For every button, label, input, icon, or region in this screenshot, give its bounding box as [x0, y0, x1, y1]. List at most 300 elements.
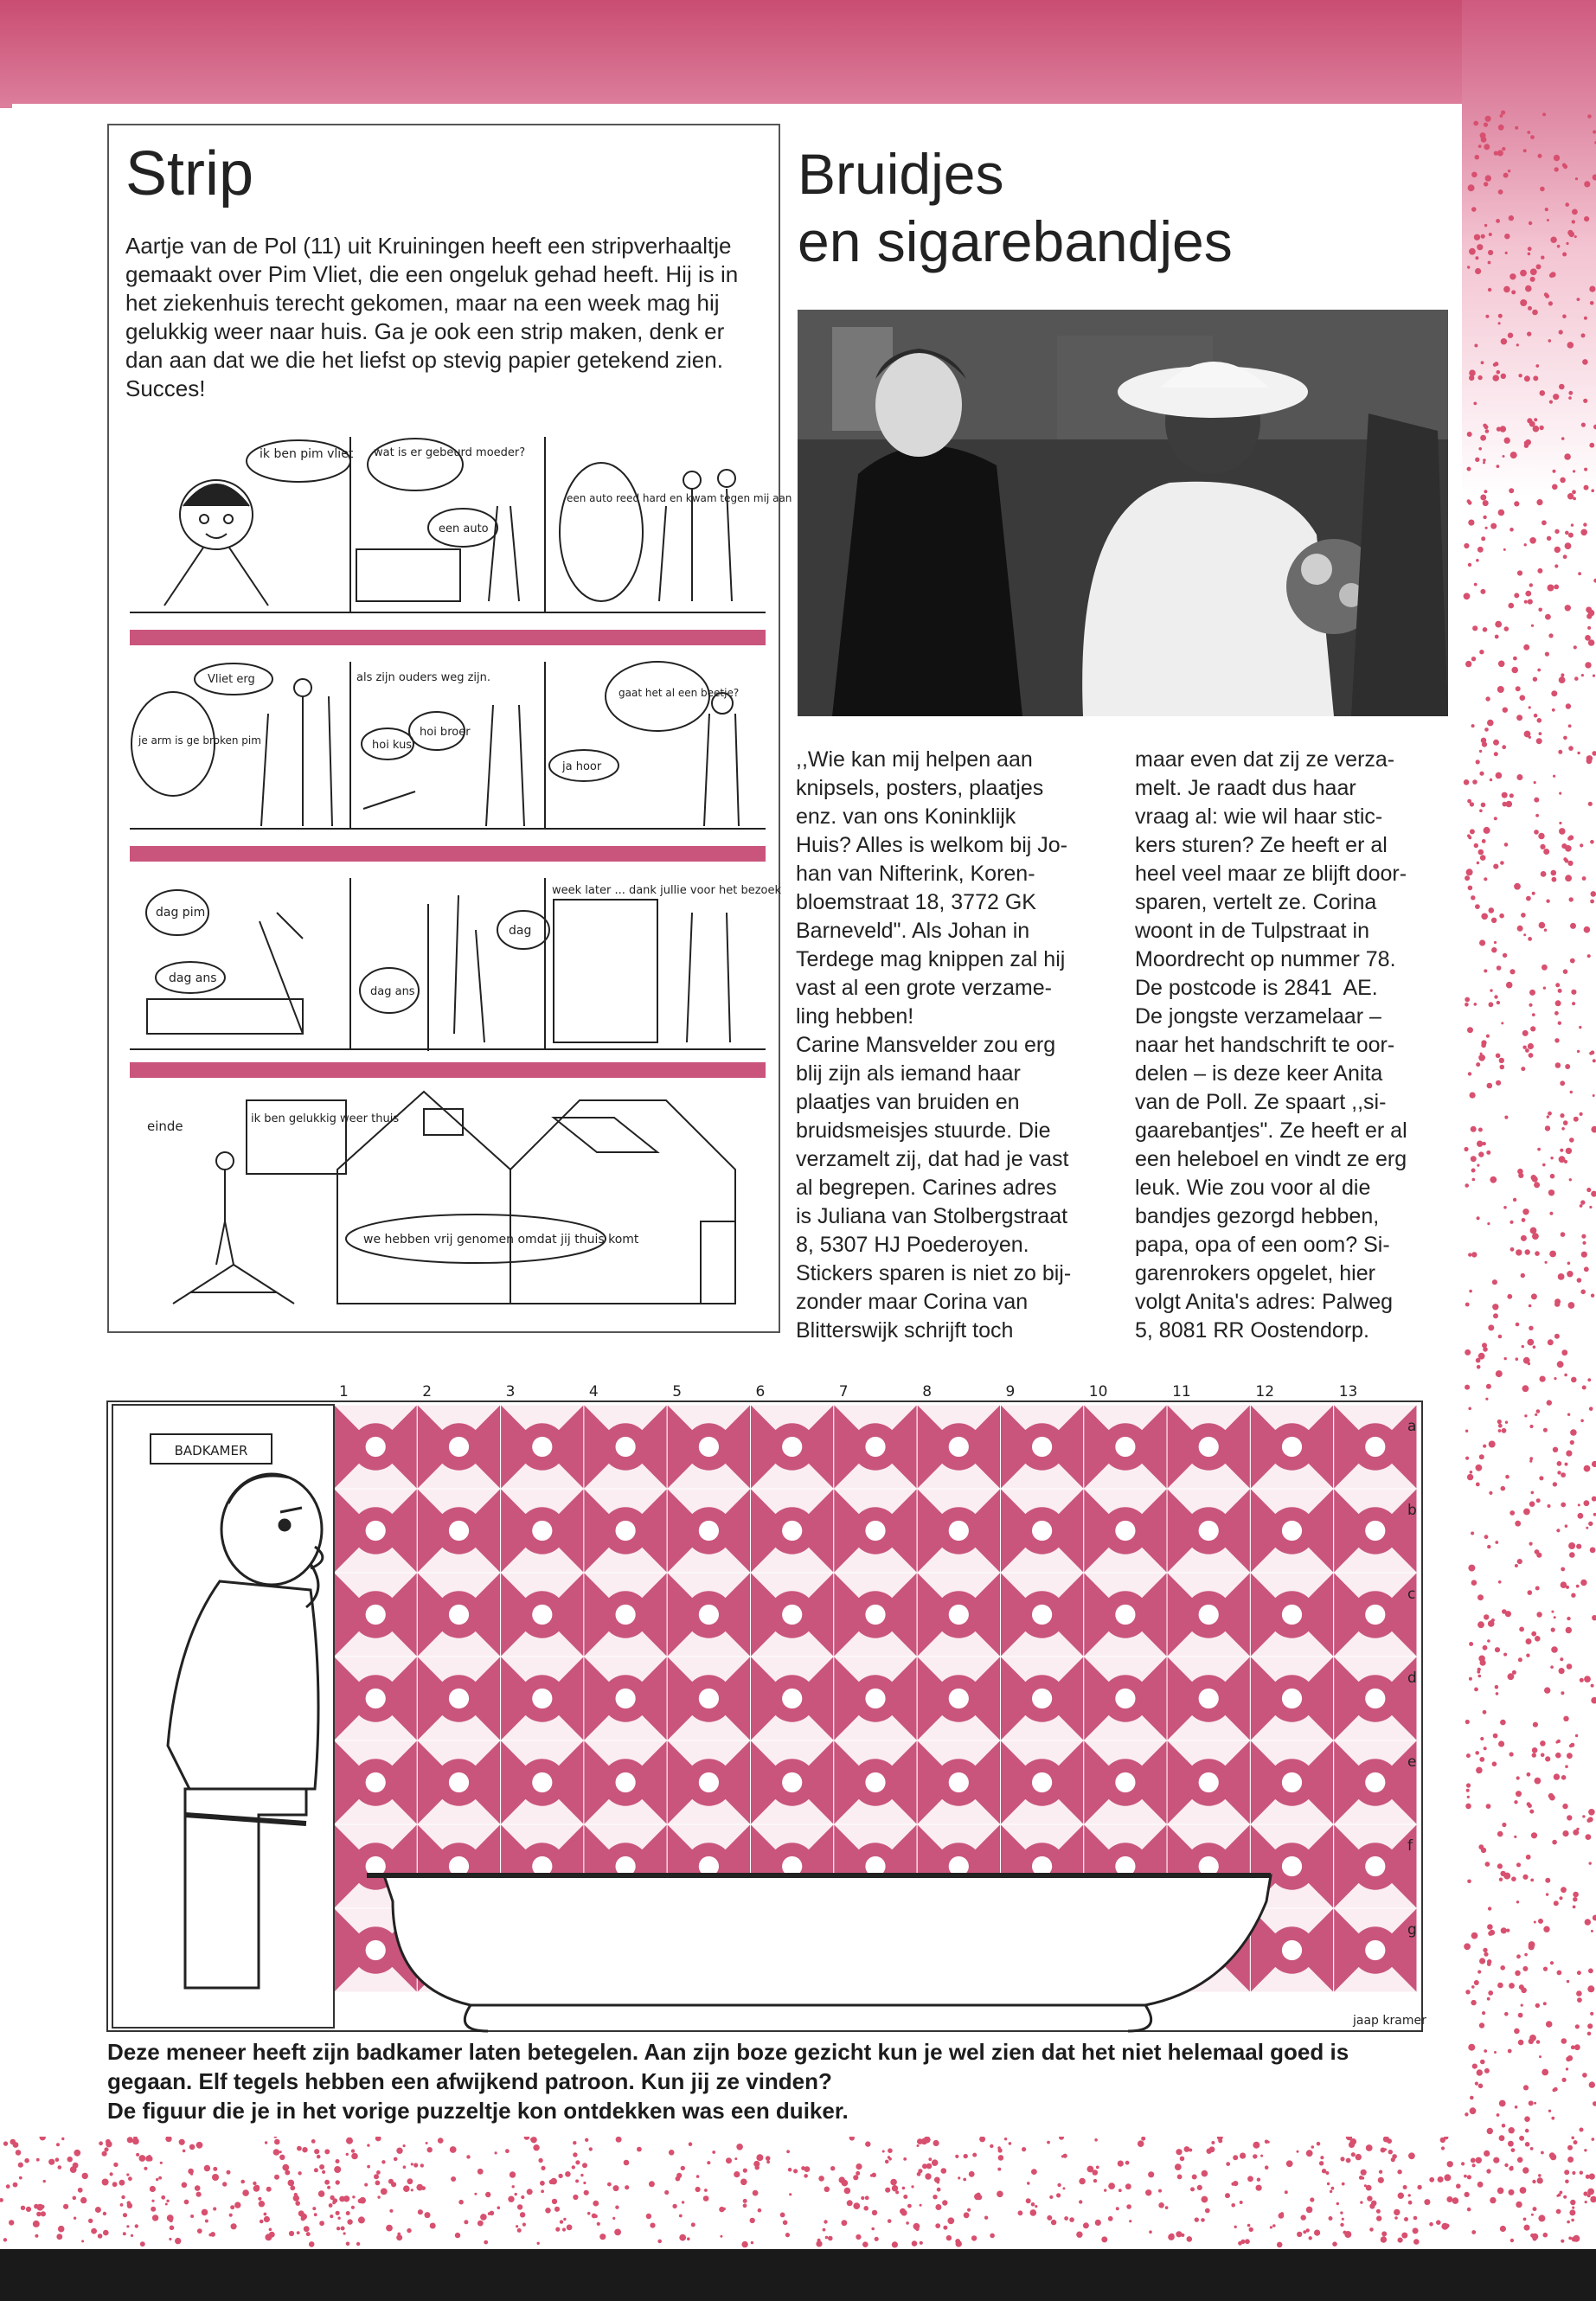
- pink-dot: [1466, 868, 1473, 875]
- pink-dot: [1555, 983, 1560, 987]
- pink-dot: [726, 2157, 732, 2163]
- pink-dot: [1562, 1804, 1567, 1809]
- pink-dot: [418, 2209, 423, 2214]
- pink-dot: [1583, 522, 1586, 526]
- pink-dot: [1554, 1377, 1556, 1380]
- pink-dot: [1057, 2183, 1061, 2187]
- pink-dot: [1586, 613, 1592, 619]
- pink-dot: [1509, 488, 1514, 493]
- pink-dot: [1530, 2147, 1534, 2150]
- pink-dot: [1468, 1407, 1471, 1411]
- pink-dot: [865, 2141, 870, 2146]
- pink-dot: [1560, 2191, 1563, 2195]
- pink-dot: [1472, 2064, 1477, 2069]
- pink-dot: [346, 2138, 353, 2144]
- pink-dot: [1280, 2212, 1284, 2215]
- pink-dot: [289, 2231, 294, 2236]
- pink-dot: [1471, 2230, 1476, 2234]
- pink-dot: [1531, 1832, 1537, 1838]
- pink-dot: [1534, 2102, 1536, 2105]
- tile: [334, 1405, 417, 1489]
- tile: [1167, 1740, 1250, 1824]
- pink-dot: [21, 2206, 25, 2210]
- pink-dot: [1479, 1454, 1484, 1459]
- pink-dot: [1537, 2177, 1543, 2183]
- pink-dot: [1587, 954, 1591, 958]
- pink-dot: [743, 2199, 747, 2203]
- pink-dot: [381, 2189, 388, 2195]
- pink-dot: [195, 2185, 201, 2191]
- pink-dot: [1567, 1980, 1569, 1983]
- pink-dot: [1577, 1050, 1580, 1053]
- pink-dot: [297, 2146, 302, 2151]
- row-label: b: [1407, 1502, 1417, 1519]
- pink-dot: [1064, 2216, 1068, 2221]
- pink-dot: [1479, 750, 1482, 753]
- pink-dot: [1574, 676, 1579, 681]
- tile: [667, 1657, 750, 1740]
- pink-dot: [110, 2172, 113, 2176]
- pink-dot: [1530, 1026, 1535, 1031]
- pink-dot: [1570, 958, 1575, 964]
- pink-dot: [1509, 215, 1514, 221]
- pink-dot: [1537, 1148, 1541, 1151]
- pink-dot: [696, 2175, 700, 2178]
- pink-dot: [1470, 829, 1475, 834]
- pink-dot: [856, 2234, 861, 2240]
- pink-dot: [941, 2168, 947, 2174]
- pink-dot: [1523, 1509, 1530, 1516]
- strip-title: Strip: [125, 139, 254, 208]
- pink-dot: [403, 2144, 406, 2147]
- pink-dot: [1479, 1757, 1484, 1762]
- pink-dot: [549, 2180, 554, 2185]
- pink-dot: [314, 2213, 317, 2216]
- pink-dot: [1485, 175, 1491, 181]
- pink-dot: [19, 2176, 22, 2180]
- pink-dot: [1467, 1880, 1471, 1884]
- pink-dot: [1523, 149, 1527, 152]
- pink-dot: [298, 2210, 304, 2216]
- pink-dot: [1329, 2216, 1333, 2221]
- pink-dot: [1532, 1753, 1536, 1757]
- tile: [1250, 1740, 1333, 1824]
- pink-dot: [427, 2147, 433, 2152]
- pink-dot: [1542, 112, 1546, 116]
- pink-dot: [1277, 2242, 1283, 2248]
- pink-dot: [580, 2174, 583, 2176]
- pink-dot: [1529, 2035, 1536, 2041]
- pink-dot: [36, 2204, 43, 2211]
- pink-dot: [998, 2148, 1003, 2152]
- tile: [1334, 1740, 1417, 1824]
- pink-dot: [1557, 1740, 1561, 1743]
- pink-dot: [1332, 2241, 1337, 2247]
- pink-dot: [484, 2240, 488, 2245]
- pink-dot: [1504, 626, 1509, 631]
- pink-dot: [1475, 256, 1478, 260]
- pink-dot: [1035, 2205, 1037, 2208]
- pink-dot: [1487, 1545, 1490, 1548]
- pink-dot: [1543, 1967, 1548, 1971]
- pink-dot: [1494, 362, 1498, 366]
- pink-dot: [1561, 1127, 1565, 1131]
- pink-dot: [1343, 2231, 1346, 2234]
- pink-dot: [1571, 2137, 1574, 2140]
- tile: [501, 1657, 584, 1740]
- pink-dot: [302, 2147, 307, 2152]
- pink-dot: [967, 2208, 971, 2212]
- pink-dot: [126, 2225, 129, 2227]
- pink-dot: [1477, 1365, 1481, 1369]
- pink-dot: [1587, 2032, 1592, 2036]
- pink-dot: [1510, 452, 1517, 458]
- pink-dot: [1448, 2199, 1451, 2202]
- pink-dot: [1234, 2226, 1237, 2228]
- pink-dot: [1534, 418, 1537, 421]
- pink-dot: [1518, 1657, 1522, 1662]
- pink-dot: [151, 2207, 156, 2212]
- pink-dot: [1539, 2055, 1542, 2058]
- pink-dot: [1218, 2138, 1222, 2143]
- pink-dot: [1495, 1541, 1498, 1544]
- pink-dot: [637, 2147, 642, 2152]
- pink-dot: [998, 2155, 1004, 2161]
- pink-dot: [1554, 1773, 1560, 1779]
- pink-dot: [1480, 132, 1486, 138]
- pink-dot: [1468, 1072, 1471, 1075]
- pink-dot: [1231, 2203, 1235, 2208]
- pink-dot: [554, 2207, 560, 2212]
- pim-face-drawing: [164, 480, 268, 606]
- pink-dot: [1538, 154, 1542, 158]
- pink-dot: [1487, 1924, 1493, 1930]
- pink-dot: [935, 2204, 941, 2210]
- pink-dot: [1247, 2224, 1251, 2227]
- pink-dot: [1553, 775, 1555, 778]
- pink-dot: [1479, 772, 1484, 776]
- pink-dot: [1489, 233, 1492, 236]
- pink-dot: [1574, 2140, 1578, 2144]
- pink-dot: [1506, 982, 1513, 989]
- pink-dot: [1479, 2022, 1484, 2028]
- pink-dot: [1517, 570, 1522, 575]
- pink-dot: [1478, 1151, 1484, 1157]
- pink-dot: [1497, 465, 1500, 468]
- pink-dot: [1584, 1266, 1589, 1272]
- pink-dot: [925, 2173, 931, 2179]
- pink-dot: [1494, 817, 1497, 820]
- pink-dot: [942, 2200, 947, 2205]
- pink-dot: [1593, 675, 1595, 677]
- pink-dot: [1495, 1685, 1499, 1689]
- column-label: 10: [1088, 1383, 1108, 1400]
- pink-dot: [1568, 1302, 1575, 1309]
- pink-dot: [1477, 2069, 1483, 2075]
- pink-dot: [530, 2137, 536, 2143]
- pink-dot: [1474, 1688, 1478, 1692]
- bruidjes-title-line1: Bruidjes: [798, 142, 1004, 206]
- pink-dot: [144, 2167, 147, 2170]
- pink-dot: [1590, 900, 1594, 904]
- pink-dot: [1467, 467, 1471, 471]
- pink-dot: [1484, 2150, 1490, 2157]
- pink-dot: [170, 2219, 173, 2222]
- pink-dot: [1495, 621, 1502, 628]
- tile: [417, 1740, 500, 1824]
- bubble-r2-p2b: hoi kus: [372, 739, 413, 752]
- pink-dot: [367, 2165, 370, 2169]
- pink-dot: [356, 2242, 360, 2246]
- pink-dot: [1543, 1926, 1549, 1932]
- pink-dot: [1538, 2174, 1542, 2177]
- pink-dot: [1461, 2162, 1465, 2165]
- pink-dot: [1413, 2216, 1418, 2221]
- pink-dot: [1492, 1761, 1497, 1766]
- pink-dot: [458, 2200, 464, 2205]
- pink-dot: [1525, 591, 1531, 597]
- pink-dot: [1484, 182, 1488, 186]
- pink-dot: [933, 2140, 939, 2146]
- pink-dot: [33, 2221, 40, 2227]
- pink-dot: [1498, 314, 1503, 318]
- pink-dot: [1522, 1218, 1526, 1222]
- pink-dot: [1531, 625, 1534, 627]
- pink-dot: [1591, 1684, 1594, 1688]
- pink-dot: [1523, 933, 1526, 936]
- pink-dot: [1539, 426, 1543, 430]
- pink-dot: [1470, 1471, 1473, 1474]
- pink-dot: [1545, 208, 1548, 211]
- pink-dot: [1516, 343, 1519, 346]
- pink-dot: [1471, 1126, 1477, 1132]
- pink-dot: [158, 2176, 162, 2180]
- pink-dot: [1494, 2051, 1497, 2054]
- pink-dot: [527, 2189, 533, 2195]
- pink-dot: [1465, 1303, 1470, 1307]
- pink-dot: [1369, 2227, 1374, 2232]
- pink-dot: [1464, 543, 1469, 548]
- pink-dot: [1522, 1030, 1529, 1036]
- pink-dot: [1471, 657, 1476, 661]
- pink-dot: [1579, 1026, 1581, 1029]
- pink-dot: [1558, 989, 1562, 993]
- pink-dot: [1470, 2107, 1477, 2114]
- pink-dot: [1499, 2135, 1505, 2141]
- pink-dot: [1515, 1971, 1521, 1977]
- pink-dot: [885, 2160, 889, 2164]
- pink-dot: [411, 2163, 413, 2165]
- pink-dot: [1531, 2214, 1534, 2216]
- door-sign-text: BADKAMER: [174, 1443, 248, 1458]
- pink-dot: [1524, 2116, 1530, 2122]
- pink-dot: [1512, 1670, 1516, 1675]
- pink-dot: [1580, 1420, 1584, 1423]
- pink-dot: [1083, 2222, 1089, 2228]
- pink-dot: [1481, 234, 1485, 239]
- pink-dot: [1546, 2021, 1553, 2028]
- pink-dot: [1479, 939, 1485, 945]
- pink-dot: [1516, 1357, 1519, 1361]
- pink-dot: [1572, 209, 1578, 215]
- pink-dot: [1587, 1378, 1591, 1381]
- tile: [834, 1740, 917, 1824]
- tile: [1334, 1489, 1417, 1573]
- pink-dot: [1548, 1504, 1551, 1508]
- pink-dot: [336, 2159, 340, 2163]
- pink-dot: [584, 2190, 589, 2195]
- pink-dot: [1272, 2224, 1276, 2227]
- pink-dot: [969, 2171, 975, 2177]
- pink-dot: [1468, 1565, 1475, 1572]
- pink-dot: [1547, 219, 1549, 221]
- pink-dot: [1528, 1590, 1533, 1595]
- pink-dot: [1509, 1752, 1514, 1756]
- pink-dot: [856, 2171, 860, 2176]
- pink-dot: [736, 2144, 743, 2150]
- pink-dot: [1471, 1985, 1475, 1989]
- pink-dot: [1507, 1294, 1512, 1299]
- pink-dot: [1485, 696, 1490, 701]
- pink-dot: [152, 2214, 158, 2221]
- pink-dot: [1469, 1677, 1472, 1681]
- pink-dot: [165, 2203, 168, 2206]
- pink-dot: [1501, 1927, 1507, 1933]
- pink-dot: [1559, 384, 1565, 390]
- pink-dot: [1478, 1844, 1484, 1849]
- pink-dot: [1474, 1980, 1479, 1985]
- pink-dot: [572, 2165, 575, 2169]
- pink-dot: [1527, 1802, 1531, 1806]
- pink-dot: [1528, 247, 1532, 251]
- pink-dot: [607, 2182, 612, 2187]
- pink-dot: [222, 2182, 227, 2186]
- pink-dot: [1551, 870, 1557, 876]
- pink-dot: [1465, 997, 1470, 1003]
- pink-dot: [1509, 969, 1515, 974]
- pink-dot: [1499, 1878, 1503, 1881]
- pink-dot: [1499, 1058, 1504, 1063]
- pink-dot: [1498, 322, 1501, 324]
- pink-dot: [1523, 1357, 1530, 1364]
- pink-dot: [1336, 2202, 1339, 2205]
- pink-dot: [1485, 1398, 1488, 1400]
- pink-dot: [322, 2170, 325, 2174]
- pink-dot: [1570, 2200, 1575, 2205]
- pink-dot: [1580, 2171, 1583, 2175]
- pink-dot: [947, 2217, 954, 2224]
- pink-dot: [1471, 1169, 1476, 1173]
- pink-dot: [391, 2182, 396, 2187]
- pink-dot: [1256, 2185, 1262, 2191]
- pink-dot: [1488, 1324, 1494, 1330]
- pink-dot: [1554, 1334, 1560, 1339]
- pink-dot: [903, 2195, 907, 2199]
- pink-dot: [1495, 1647, 1500, 1652]
- tile: [584, 1657, 667, 1740]
- pink-dot: [599, 2234, 606, 2240]
- pink-dot: [533, 2144, 539, 2150]
- pink-dot: [1306, 2207, 1313, 2214]
- pink-dot: [1297, 2150, 1299, 2153]
- pink-dot: [1260, 2155, 1263, 2157]
- pink-dot: [403, 2185, 410, 2192]
- pink-dot: [1472, 2163, 1476, 2167]
- pink-dot: [182, 2182, 188, 2189]
- bubble-r1-p3: een auto reed hard en kwam tegen mij aan: [567, 492, 792, 504]
- pink-dot: [136, 2153, 139, 2157]
- pink-dot: [3, 2141, 8, 2145]
- pink-dot: [1539, 1476, 1543, 1480]
- pink-dot: [1475, 268, 1481, 274]
- pink-dot: [1477, 1970, 1481, 1973]
- pink-dot: [1590, 301, 1594, 305]
- bubble-r3-p3: week later ... dank jullie voor het bezoek: [552, 884, 782, 897]
- tile: [584, 1573, 667, 1657]
- pink-dot: [545, 2208, 551, 2214]
- pink-dot: [160, 2162, 163, 2164]
- pink-dot: [327, 2186, 330, 2189]
- tile: [1167, 1657, 1250, 1740]
- tile: [417, 1657, 500, 1740]
- pink-dot: [36, 2212, 42, 2217]
- pink-dot: [1516, 1900, 1519, 1903]
- comic-row-2: [130, 662, 766, 830]
- bubble-r2-p1a: Vliet erg: [208, 673, 255, 686]
- pink-dot: [1514, 1836, 1516, 1838]
- pink-dot: [1481, 913, 1488, 920]
- pink-dot: [240, 2180, 245, 2184]
- pink-dot: [1593, 1915, 1596, 1921]
- wedding-photo: [798, 310, 1448, 716]
- pink-dot: [1542, 2069, 1548, 2076]
- pink-dot: [1331, 2187, 1335, 2190]
- pink-dot: [1565, 531, 1569, 535]
- pink-dot: [1547, 1115, 1549, 1118]
- pink-dot: [205, 2220, 208, 2223]
- pink-dot: [903, 2157, 907, 2161]
- pink-dot: [1566, 242, 1568, 245]
- column-label: 9: [1005, 1383, 1016, 1400]
- pink-dot: [1503, 548, 1506, 551]
- pink-dot: [0, 2198, 3, 2202]
- pink-dot: [63, 2204, 68, 2209]
- pink-dot: [1493, 1734, 1498, 1739]
- pink-dot: [1379, 2170, 1382, 2174]
- pink-dot: [1529, 1003, 1532, 1007]
- column-label: 7: [838, 1383, 849, 1400]
- pink-dot: [758, 2208, 762, 2213]
- pink-dot: [1554, 585, 1559, 590]
- pink-dot: [1464, 1147, 1468, 1151]
- pink-dot: [1582, 359, 1588, 365]
- pink-dot: [464, 2220, 468, 2224]
- pink-dot: [1563, 736, 1567, 740]
- pink-dot: [1491, 1618, 1495, 1622]
- pink-dot: [314, 2168, 318, 2172]
- pink-dot: [1517, 1559, 1522, 1564]
- tile: [1334, 1573, 1417, 1657]
- comic-row-4: [130, 1092, 766, 1317]
- pink-dot: [1500, 1965, 1505, 1971]
- pink-dot: [1571, 1377, 1577, 1383]
- pink-dot: [1148, 2171, 1154, 2177]
- pink-dot: [73, 2196, 77, 2201]
- bruidjes-title: [798, 140, 1233, 275]
- row-label: g: [1407, 1921, 1417, 1939]
- pink-dot: [597, 2222, 600, 2226]
- pink-dot: [515, 2193, 517, 2195]
